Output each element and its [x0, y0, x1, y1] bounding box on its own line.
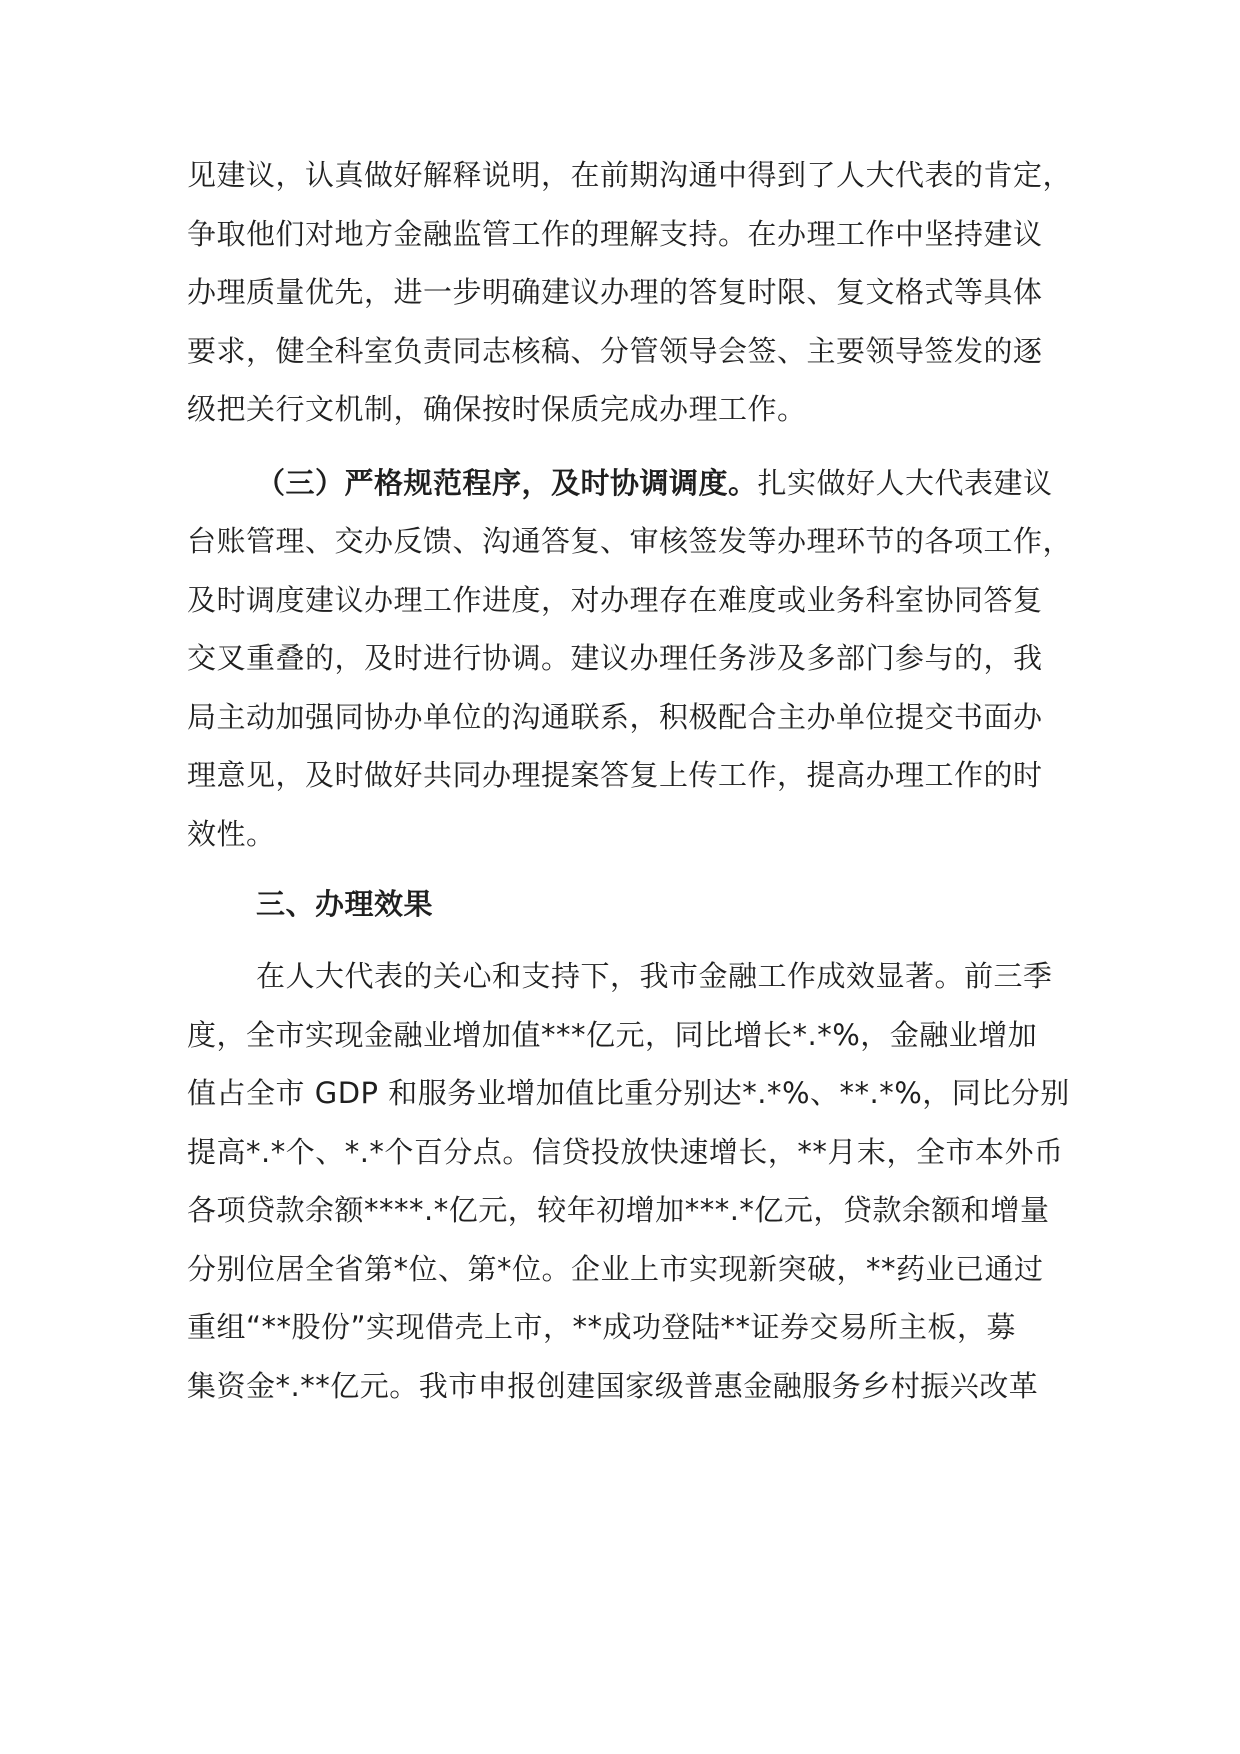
paragraph-2-line-3: 及时调度建议办理工作进度，对办理存在难度或业务科室协同答复	[187, 583, 1043, 617]
paragraph-3-line-7: 重组“**股份”实现借壳上市，**成功登陆**证券交易所主板，募	[187, 1310, 1017, 1344]
paragraph-3-line-8: 集资金*.**亿元。我市申报创建国家级普惠金融服务乡村振兴改革	[187, 1369, 1039, 1403]
paragraph-1-line-1: 见建议，认真做好解释说明，在前期沟通中得到了人大代表的肯定，	[187, 158, 1073, 192]
paragraph-2-line-7: 效性。	[187, 817, 276, 851]
paragraph-3-line-6: 分别位居全省第*位、第*位。企业上市实现新突破，**药业已通过	[187, 1252, 1044, 1286]
paragraph-2-line-2: 台账管理、交办反馈、沟通答复、审核签发等办理环节的各项工作，	[187, 524, 1073, 558]
subsection-heading: （三）严格规范程序，及时协调调度。	[256, 466, 758, 500]
paragraph-3-line-5: 各项贷款余额****.*亿元，较年初增加***.*亿元，贷款余额和增量	[187, 1193, 1050, 1227]
paragraph-2-first-line	[256, 463, 1053, 503]
paragraph-1-line-5: 级把关行文机制，确保按时保质完成办理工作。	[187, 392, 807, 426]
paragraph-2-line-6: 理意见，及时做好共同办理提案答复上传工作，提高办理工作的时	[187, 758, 1043, 792]
paragraph-2-line-5: 局主动加强同协办单位的沟通联系，积极配合主办单位提交书面办	[187, 700, 1043, 734]
paragraph-3-line-1: 在人大代表的关心和支持下，我市金融工作成效显著。前三季	[256, 959, 1053, 993]
paragraph-3-line-3: 值占全市 GDP 和服务业增加值比重分别达*.*%、**.*%，同比分别	[187, 1076, 1070, 1110]
paragraph-1-line-2: 争取他们对地方金融监管工作的理解支持。在办理工作中坚持建议	[187, 217, 1043, 251]
paragraph-2-line-4: 交叉重叠的，及时进行协调。建议办理任务涉及多部门参与的，我	[187, 641, 1043, 675]
paragraph-3-line-4: 提高*.*个、*.*个百分点。信贷投放快速增长，**月末，全市本外币	[187, 1135, 1064, 1169]
paragraph-1-line-3: 办理质量优先，进一步明确建议办理的答复时限、复文格式等具体	[187, 275, 1043, 309]
paragraph-2-lead-text: 扎实做好人大代表建议	[757, 466, 1053, 500]
paragraph-1-line-4: 要求，健全科室负责同志核稿、分管领导会签、主要领导签发的逐	[187, 334, 1043, 368]
section-heading: 三、办理效果	[256, 887, 434, 921]
paragraph-3-line-2: 度，全市实现金融业增加值***亿元，同比增长*.*%，金融业增加	[187, 1018, 1038, 1052]
